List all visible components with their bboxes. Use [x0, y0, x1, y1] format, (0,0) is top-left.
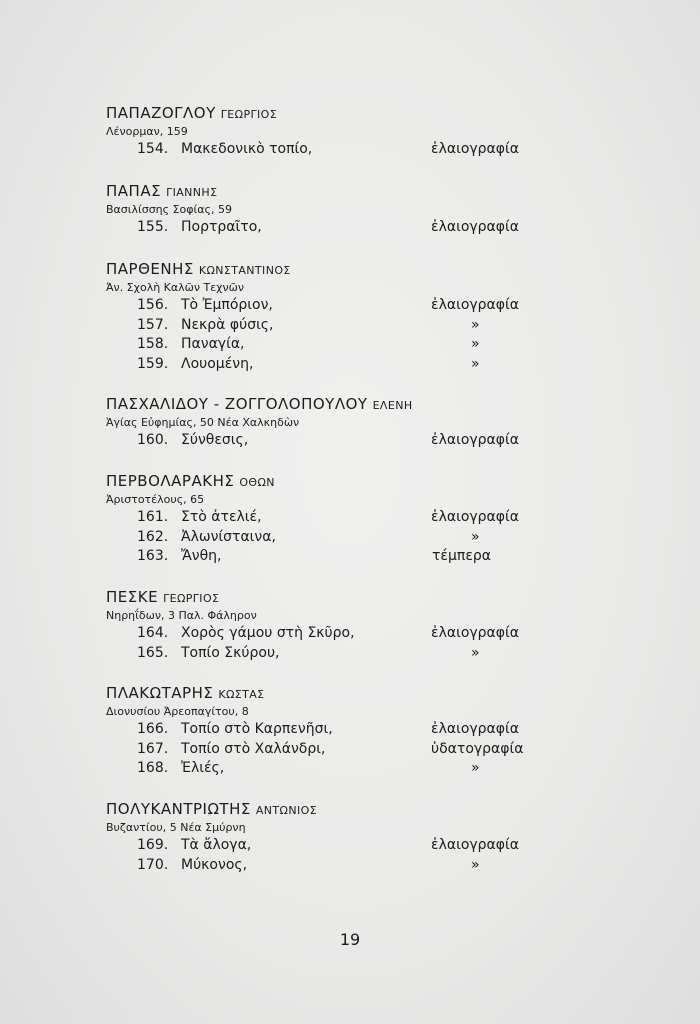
work-number: 160. — [137, 432, 169, 448]
artist-surname: ΠΛΑΚΩΤΑΡΗΣ — [106, 684, 214, 702]
work-number: 165. — [137, 644, 169, 661]
work-technique: ἐλαιογραφία — [431, 837, 519, 853]
page-number: 19 — [339, 930, 361, 949]
artist-firstname: ΓΕΩΡΓΙΟΣ — [163, 592, 220, 605]
work-number: 155. — [137, 219, 169, 235]
artist-address: Ἀν. Σχολὴ Καλῶν Τεχνῶν — [106, 281, 245, 294]
artist-surname: ΠΕΣΚΕ — [106, 588, 159, 606]
work-number: 159. — [137, 355, 169, 372]
work-technique: ἐλαιογραφία — [431, 297, 519, 313]
artist-name — [106, 181, 626, 201]
work-row — [106, 316, 626, 336]
artist-address: Βασιλίσσης Σοφίας, 59 — [106, 203, 232, 216]
artist-firstname: ΓΙΑΝΝΗΣ — [166, 186, 218, 199]
work-number: 154. — [137, 141, 169, 157]
work-title: Τὸ Ἐμπόριον, — [181, 297, 273, 313]
work-title: Ἄνθη, — [181, 548, 222, 564]
work-number: 170. — [137, 856, 169, 873]
work-technique: » — [471, 316, 480, 333]
artist-entry — [106, 799, 626, 875]
artist-firstname: ΕΛΕΝΗ — [372, 399, 413, 412]
work-technique: ἐλαιογραφία — [431, 625, 519, 641]
work-number: 161. — [137, 509, 169, 525]
work-title: Τοπίο Σκύρου, — [181, 644, 280, 661]
work-title: Στὸ ἀτελιέ, — [181, 509, 262, 525]
work-number: 157. — [137, 316, 169, 333]
work-number: 164. — [137, 625, 169, 641]
artist-firstname: ΟΘΩΝ — [239, 476, 275, 489]
work-row — [106, 836, 626, 856]
artist-firstname: ΑΝΤΩΝΙΟΣ — [255, 804, 318, 817]
artist-address: Νηρηΐδων, 3 Παλ. Φάληρον — [106, 609, 257, 622]
work-technique: » — [471, 528, 480, 545]
work-title: Τοπίο στὸ Χαλάνδρι, — [181, 740, 326, 757]
work-number: 163. — [137, 548, 169, 564]
work-title: Ἐλιές, — [181, 760, 225, 776]
artist-surname: ΠΑΠΑΣ — [106, 182, 162, 200]
work-row — [106, 218, 626, 238]
artist-firstname: ΓΕΩΡΓΙΟΣ — [220, 108, 278, 121]
work-title: Χορὸς γάμου στὴ Σκῦρο, — [181, 625, 355, 641]
artist-name — [106, 259, 626, 279]
artist-name — [106, 799, 626, 819]
work-title: Νεκρὰ φύσις, — [181, 316, 274, 333]
artist-entry — [106, 683, 626, 779]
work-number: 158. — [137, 336, 169, 352]
work-row — [106, 335, 626, 355]
work-technique: » — [471, 355, 480, 372]
work-number: 169. — [137, 837, 169, 853]
work-title: Ἀλωνίσταινα, — [181, 528, 276, 545]
artist-surname: ΠΟΛΥΚΑΝΤΡΙΩΤΗΣ — [106, 800, 251, 818]
artist-entry — [106, 103, 626, 160]
artist-surname: ΠΑΡΘΕΝΗΣ — [106, 260, 194, 278]
artist-address: Ἀριστοτέλους, 65 — [106, 493, 205, 506]
work-technique: » — [471, 336, 480, 352]
work-technique: ἐλαιογραφία — [431, 509, 519, 525]
work-technique: ἐλαιογραφία — [431, 141, 519, 157]
artist-address: Ἁγίας Εὐφημίας, 50 Νέα Χαλκηδὼν — [106, 416, 300, 429]
work-title: Παναγία, — [181, 336, 245, 352]
artist-address: Βυζαντίου, 5 Νέα Σμύρνη — [106, 821, 246, 834]
work-title: Τὰ ἄλογα, — [181, 837, 252, 853]
artist-name — [106, 103, 626, 123]
work-title: Λουομένη, — [181, 355, 254, 372]
artist-name — [106, 394, 626, 414]
artist-entry — [106, 259, 626, 374]
work-row — [106, 740, 626, 760]
work-title: Μακεδονικὸ τοπίο, — [181, 141, 313, 157]
work-technique: ὑδατογραφία — [431, 740, 524, 757]
artist-firstname: ΚΩΝΣΤΑΝΤΙΝΟΣ — [198, 264, 291, 277]
artist-name — [106, 683, 626, 703]
artist-surname: ΠΕΡΒΟΛΑΡΑΚΗΣ — [106, 472, 235, 490]
work-row — [106, 296, 626, 316]
artist-name — [106, 587, 626, 607]
work-row — [106, 355, 626, 375]
work-technique: » — [471, 644, 480, 661]
work-technique: ἐλαιογραφία — [431, 432, 519, 448]
work-row — [106, 528, 626, 548]
work-row — [106, 547, 626, 567]
artist-entry — [106, 587, 626, 663]
work-number: 156. — [137, 297, 169, 313]
work-row — [106, 431, 626, 451]
work-row — [106, 624, 626, 644]
work-number: 168. — [137, 760, 169, 776]
work-row — [106, 508, 626, 528]
artist-entry — [106, 471, 626, 567]
artist-entry — [106, 181, 626, 238]
work-title: Τοπίο στὸ Καρπενῆσι, — [181, 721, 333, 737]
artist-surname: ΠΑΣΧΑΛΙΔΟΥ - ΖΟΓΓΟΛΟΠΟΥΛΟΥ — [106, 395, 368, 413]
work-title: Μύκονος, — [181, 856, 248, 873]
work-technique: » — [471, 856, 480, 873]
work-title: Σύνθεσις, — [181, 432, 249, 448]
work-technique: » — [471, 760, 480, 776]
artist-entry — [106, 394, 626, 451]
artist-address: Λένορμαν, 159 — [106, 125, 188, 138]
work-number: 162. — [137, 528, 169, 545]
work-number: 167. — [137, 740, 169, 757]
work-row — [106, 720, 626, 740]
artist-firstname: ΚΩΣΤΑΣ — [218, 688, 265, 701]
artist-surname: ΠΑΠΑΖΟΓΛΟΥ — [106, 104, 216, 122]
artist-name — [106, 471, 626, 491]
work-row — [106, 856, 626, 876]
work-technique: τέμπερα — [432, 548, 492, 564]
work-row — [106, 644, 626, 664]
work-technique: ἐλαιογραφία — [431, 721, 519, 737]
artist-address: Διονυσίου Ἀρεοπαγίτου, 8 — [106, 705, 249, 718]
work-row — [106, 140, 626, 160]
work-technique: ἐλαιογραφία — [431, 219, 519, 235]
work-title: Πορτραῖτο, — [181, 219, 262, 235]
work-number: 166. — [137, 721, 169, 737]
work-row — [106, 759, 626, 779]
